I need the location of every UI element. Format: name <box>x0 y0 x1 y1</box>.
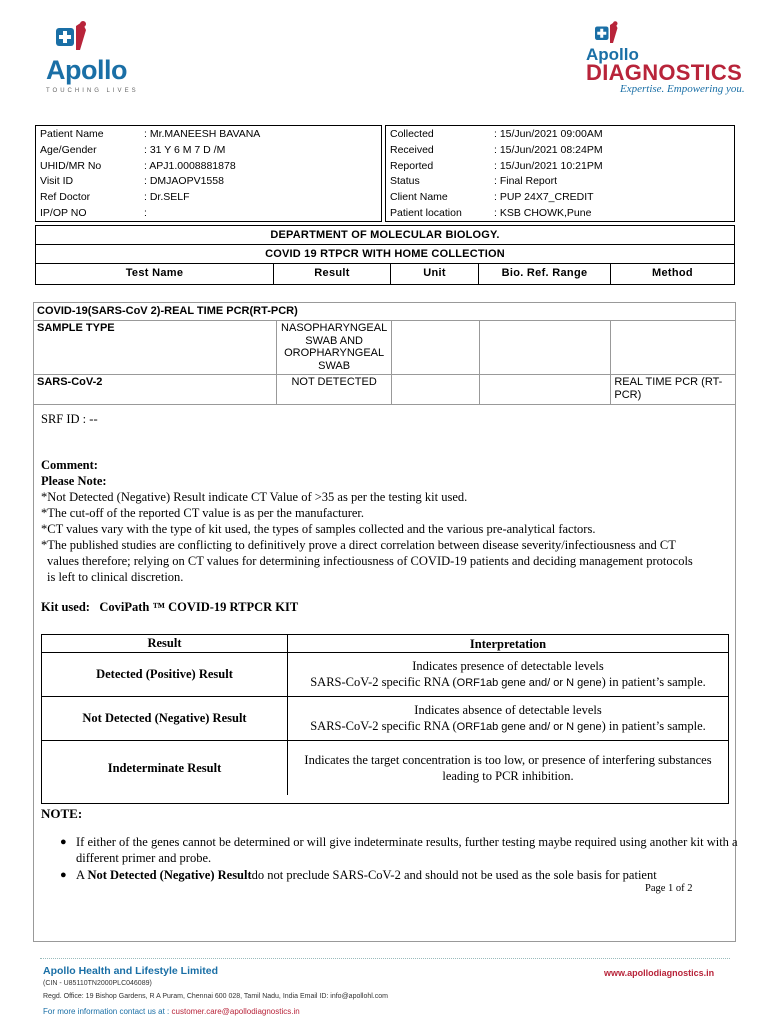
comment-title: Comment: <box>41 458 98 472</box>
test-name: SAMPLE TYPE <box>34 321 277 374</box>
test-name: SARS-CoV-2 <box>34 375 277 404</box>
kit-label: Kit used: <box>41 600 90 614</box>
field-value: : Final Report <box>494 175 558 188</box>
table-row <box>34 375 735 405</box>
patient-info-left <box>35 125 382 222</box>
note-list <box>60 834 740 884</box>
text-part: ) in patient’s sample. <box>601 675 706 689</box>
list-item <box>60 834 740 866</box>
interpretation-line: Indicates absence of detectable levels <box>414 703 602 717</box>
field-label: Collected <box>390 128 434 140</box>
test-result: NASOPHARYNGEAL SWAB AND OROPHARYNGEAL SWAB <box>277 321 392 374</box>
test-range <box>480 321 612 374</box>
field-value: : DMJAOPV1558 <box>144 175 224 188</box>
note-bold-text: Not Detected (Negative) Result <box>87 868 252 882</box>
field-label: Patient Name <box>40 128 104 140</box>
field-value: : PUP 24X7_CREDIT <box>494 191 594 204</box>
test-unit <box>392 321 480 374</box>
apollo-cross-icon <box>592 20 622 48</box>
field-label: Client Name <box>390 191 448 204</box>
text-part: SARS-CoV-2 specific RNA ( <box>310 719 457 733</box>
bullet-icon: ● <box>60 869 67 881</box>
column-header: Bio. Ref. Range <box>479 264 611 284</box>
contact-label: For more information contact us at : <box>43 1007 170 1016</box>
ip-op-row <box>40 207 381 223</box>
diagnostics-tagline: Expertise. Empowering you. <box>620 83 745 95</box>
interpretation-text <box>288 697 728 740</box>
column-header: Method <box>652 267 693 279</box>
comment-line: *The cut-off of the reported CT value is as per the manufacturer. <box>41 506 365 520</box>
test-result: NOT DETECTED <box>277 375 392 404</box>
diagnostics-brand-bottom: DIAGNOSTICS <box>586 60 743 85</box>
field-label: IP/OP NO <box>40 206 87 219</box>
test-method <box>611 321 735 374</box>
column-header: Interpretation <box>469 636 547 651</box>
column-header: Result <box>42 635 288 652</box>
comment-line: *The published studies are conflicting to definitively prove a direct correlation between disease severity/infectiousness and CT <box>41 538 676 552</box>
table-row <box>42 741 728 803</box>
interpretation-line <box>288 718 728 735</box>
note-text: If either of the genes cannot be determined or will give indeterminate results, further testing maybe required using another kit with a different primer and probe. <box>76 835 738 865</box>
interpretation-line: Indicates the target concentration is too low, or presence of interfering substances <box>304 753 712 767</box>
field-label: Age/Gender <box>40 143 97 156</box>
client-name-row <box>390 191 734 207</box>
footer-divider <box>40 958 730 959</box>
field-value: : <box>144 206 147 219</box>
result-label: Not Detected (Negative) Result <box>42 697 288 740</box>
visit-id-row <box>40 175 381 191</box>
apollo-cross-icon <box>52 20 92 56</box>
note-text: do not preclude SARS-CoV-2 and should not be used as the sole basis for patient <box>251 868 657 882</box>
column-headers <box>36 264 734 284</box>
contact-email-link[interactable]: customer.care@apollodiagnostics.in <box>171 1007 300 1016</box>
footer <box>0 958 768 1024</box>
company-cin: (CIN - U85110TN2000PLC046089) <box>43 980 152 987</box>
collected-row <box>390 128 734 144</box>
field-label: Received <box>390 143 434 156</box>
text-part: SARS-CoV-2 specific RNA ( <box>310 675 457 689</box>
interpretation-table <box>41 634 729 804</box>
test-unit <box>392 375 480 404</box>
interpretation-text <box>288 741 728 795</box>
field-label: Reported <box>390 159 434 172</box>
srf-id: SRF ID : -- <box>41 412 98 426</box>
interpretation-line: leading to PCR inhibition. <box>442 769 574 783</box>
website-link[interactable]: www.apollodiagnostics.in <box>604 968 715 978</box>
list-item <box>60 867 740 883</box>
test-title: COVID 19 RTPCR WITH HOME COLLECTION <box>36 245 734 264</box>
apollo-diagnostics-logo <box>580 20 750 100</box>
interpretation-text <box>288 653 728 696</box>
field-value: : APJ1.0008881878 <box>144 159 236 172</box>
apollo-logo <box>44 20 144 100</box>
kit-used <box>41 600 298 615</box>
reported-row <box>390 160 734 176</box>
age-gender-row <box>40 144 381 160</box>
note-text: A <box>76 868 88 882</box>
diagnostics-brand-top: Apollo <box>586 45 639 64</box>
gene-text: ORF1ab gene and/ or N gene <box>456 677 602 689</box>
page-number: Page 1 of 2 <box>645 883 693 894</box>
comment-line: values therefore; relying on CT values for determining infectiousness of COVID-19 patients and deciding management protocols <box>47 554 693 568</box>
note-title: NOTE: <box>41 806 83 821</box>
field-value: : 15/Jun/2021 09:00AM <box>494 128 603 140</box>
comment-line: *CT values vary with the type of kit used, the types of samples collected and the various pre-analytical factors. <box>41 522 596 536</box>
field-value: : KSB CHOWK,Pune <box>494 206 592 219</box>
comment-subtitle: Please Note: <box>41 474 107 488</box>
field-label: Patient location <box>390 206 462 219</box>
result-label: Indeterminate Result <box>42 741 288 795</box>
field-value: : 31 Y 6 M 7 D /M <box>144 143 226 156</box>
department-name: DEPARTMENT OF MOLECULAR BIOLOGY. <box>36 226 734 245</box>
test-range <box>480 375 612 404</box>
interpretation-line <box>288 674 728 691</box>
apollo-brand: Apollo <box>46 55 127 85</box>
text-part: ) in patient’s sample. <box>601 719 706 733</box>
department-table <box>35 225 735 285</box>
interpretation-line: Indicates presence of detectable levels <box>412 659 604 673</box>
field-value: : Mr.MANEESH BAVANA <box>144 128 261 140</box>
apollo-tagline: TOUCHING LIVES <box>46 88 139 94</box>
status-row <box>390 175 734 191</box>
company-name: Apollo Health and Lifestyle Limited <box>43 965 219 977</box>
field-label: Ref Doctor <box>40 191 91 204</box>
comment-section <box>41 457 741 585</box>
kit-value: CoviPath ™ COVID-19 RTPCR KIT <box>99 600 299 614</box>
table-row <box>42 697 728 741</box>
gene-text: ORF1ab gene and/ or N gene <box>456 721 602 733</box>
column-header: Result <box>274 264 391 284</box>
column-header: Unit <box>391 264 479 284</box>
contact-info <box>43 1007 300 1016</box>
field-label: Status <box>390 175 420 188</box>
uhid-row <box>40 160 381 176</box>
ref-doctor-row <box>40 191 381 207</box>
patient-info-right <box>385 125 735 222</box>
table-header-row <box>42 635 728 653</box>
table-row <box>34 321 735 375</box>
registered-office: Regd. Office: 19 Bishop Gardens, R A Puram, Chennai 600 028, Tamil Nadu, India Email ID: info@apollohl.com <box>43 993 388 1000</box>
table-row <box>42 653 728 697</box>
results-heading: COVID-19(SARS-CoV 2)-REAL TIME PCR(RT-PCR) <box>34 303 735 321</box>
field-value: : 15/Jun/2021 10:21PM <box>494 159 603 172</box>
patient-name-row <box>40 128 381 144</box>
patient-location-row <box>390 207 734 223</box>
field-value: : Dr.SELF <box>144 191 190 204</box>
field-value: : 15/Jun/2021 08:24PM <box>494 143 603 156</box>
comment-line: *Not Detected (Negative) Result indicate CT Value of >35 as per the testing kit used. <box>41 490 468 504</box>
column-header: Test Name <box>36 264 274 284</box>
result-label: Detected (Positive) Result <box>42 653 288 696</box>
received-row <box>390 144 734 160</box>
field-label: UHID/MR No <box>40 159 102 172</box>
comment-line: is left to clinical discretion. <box>47 570 184 584</box>
test-method: REAL TIME PCR (RT-PCR) <box>614 376 723 401</box>
field-label: Visit ID <box>40 175 74 188</box>
bullet-icon: ● <box>60 836 67 848</box>
